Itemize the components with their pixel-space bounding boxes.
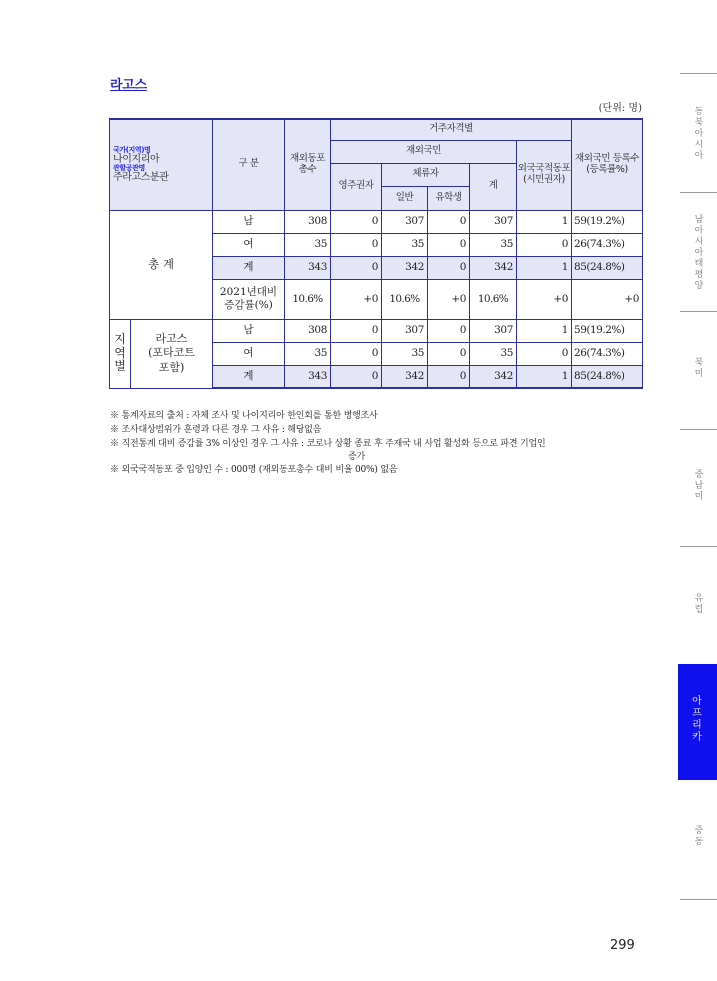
region-group-label	[110, 319, 131, 388]
cell-students: 0	[428, 365, 470, 388]
cell-students: 0	[428, 210, 470, 233]
cell-subtotal: 342	[470, 256, 517, 279]
cell-general: 342	[382, 256, 428, 279]
cell-general: 35	[382, 342, 428, 365]
header-category: 구 분	[213, 119, 285, 210]
cell-permanent: 0	[331, 256, 382, 279]
cell-general: 35	[382, 233, 428, 256]
cell-general: 10.6%	[382, 279, 428, 319]
cell-permanent: +0	[331, 279, 382, 319]
footnote: ※ 통계자료의 출처 : 자체 조사 및 나이지리아 한인회를 통한 병행조사	[110, 411, 378, 421]
header-students: 유학생	[428, 186, 470, 210]
row-label: 계	[213, 365, 285, 388]
footnote: ※ 직전통계 대비 증감률 3% 이상인 경우 그 사유 : 코로나 상황 종료 후 주재국 내 사업 활성화 등으로 파견 기업인	[110, 439, 546, 449]
cell-subtotal: 35	[470, 233, 517, 256]
office-value: 주라고스분관	[113, 171, 169, 183]
cell-foreign: 1	[517, 210, 572, 233]
statistics-table	[109, 118, 643, 389]
side-tab-south-asia-pacific[interactable]: 남 아 시 아 태 평 양	[694, 215, 704, 291]
side-divider	[680, 546, 717, 547]
row-label: 남	[213, 210, 285, 233]
side-tab-africa: 아 프 리 카	[692, 696, 702, 743]
cell-foreign: 0	[517, 342, 572, 365]
header-general: 일반	[382, 186, 428, 210]
side-divider	[680, 311, 717, 312]
cell-students: 0	[428, 319, 470, 342]
country-key: 국가(지역)명	[113, 145, 151, 154]
row-label: 여	[213, 342, 285, 365]
region-char: 별	[114, 359, 126, 374]
page-number: 299	[610, 938, 635, 953]
header-total-overseas: 재외동포 총수	[285, 119, 331, 210]
header-nationals: 재외국민	[331, 140, 517, 163]
cell-subtotal: 10.6%	[470, 279, 517, 319]
cell-registered: 59(19.2%)	[572, 319, 643, 342]
country-value: 나이지리아	[113, 153, 160, 165]
side-tab-europe[interactable]: 유 럽	[694, 594, 704, 615]
row-label: 계	[213, 256, 285, 279]
side-divider	[680, 192, 717, 193]
cell-permanent: 0	[331, 342, 382, 365]
header-foreign-nationals: 외국국적동포 (시민권자)	[517, 140, 572, 210]
region-char: 역	[114, 345, 126, 360]
header-residence-status: 거주자격별	[331, 119, 572, 140]
unit-label: (단위: 명)	[598, 103, 642, 114]
side-tab-latin-america[interactable]: 중 남 미	[694, 470, 704, 502]
cell-total: 35	[285, 233, 331, 256]
cell-registered: 26(74.3%)	[572, 342, 643, 365]
region-name-line: (포타코트	[148, 346, 195, 360]
cell-registered: 59(19.2%)	[572, 210, 643, 233]
region-name	[131, 319, 213, 388]
cell-subtotal: 307	[470, 319, 517, 342]
cell-total: 308	[285, 210, 331, 233]
cell-registered: +0	[572, 279, 643, 319]
side-divider	[680, 429, 717, 430]
footnote-continuation: 증가	[348, 452, 365, 462]
cell-students: 0	[428, 233, 470, 256]
cell-general: 342	[382, 365, 428, 388]
cell-subtotal: 35	[470, 342, 517, 365]
side-divider	[680, 73, 717, 74]
change-row-label	[213, 279, 285, 319]
cell-foreign: 0	[517, 233, 572, 256]
cell-foreign: 1	[517, 365, 572, 388]
total-group-label: 총 계	[110, 210, 213, 319]
cell-permanent: 0	[331, 319, 382, 342]
region-char: 지	[114, 331, 126, 346]
footnotes	[110, 409, 650, 477]
cell-foreign: +0	[517, 279, 572, 319]
side-tab-north-america[interactable]: 북 미	[694, 358, 704, 379]
side-tab-northeast-asia[interactable]: 동 북 아 시 아	[694, 107, 704, 161]
table-row	[110, 319, 643, 342]
cell-permanent: 0	[331, 365, 382, 388]
side-divider	[680, 899, 717, 900]
cell-students: 0	[428, 256, 470, 279]
table-row	[110, 210, 643, 233]
section-title: 라고스	[110, 78, 147, 93]
header-subtotal: 계	[470, 163, 517, 210]
change-label-line1: 2021년대비	[219, 285, 278, 298]
change-label-line2: 증감률(%)	[224, 299, 273, 311]
cell-subtotal: 307	[470, 210, 517, 233]
cell-registered: 85(24.8%)	[572, 365, 643, 388]
cell-general: 307	[382, 319, 428, 342]
footnote: ※ 외국국적동포 중 입양인 수 : 000명 (재외동포총수 대비 비율 00%) 없음	[110, 465, 398, 475]
header-corner	[110, 119, 213, 210]
row-label: 남	[213, 319, 285, 342]
side-tab-active[interactable]	[678, 664, 717, 780]
header-sojourners: 체류자	[382, 163, 470, 186]
row-label: 여	[213, 233, 285, 256]
region-name-line: 포함)	[158, 360, 185, 374]
cell-permanent: 0	[331, 233, 382, 256]
cell-students: +0	[428, 279, 470, 319]
side-tab-middle-east[interactable]: 중 동	[694, 826, 704, 847]
cell-total: 10.6%	[285, 279, 331, 319]
cell-subtotal: 342	[470, 365, 517, 388]
cell-total: 308	[285, 319, 331, 342]
cell-registered: 85(24.8%)	[572, 256, 643, 279]
cell-general: 307	[382, 210, 428, 233]
cell-students: 0	[428, 342, 470, 365]
cell-registered: 26(74.3%)	[572, 233, 643, 256]
cell-total: 35	[285, 342, 331, 365]
header-permanent: 영주권자	[331, 163, 382, 210]
region-name-line: 라고스	[155, 332, 188, 346]
cell-total: 343	[285, 256, 331, 279]
office-key: 관할공관명	[113, 163, 145, 172]
footnote: ※ 조사대상범위가 훈령과 다른 경우 그 사유 : 해당없음	[110, 425, 322, 435]
cell-permanent: 0	[331, 210, 382, 233]
cell-foreign: 1	[517, 256, 572, 279]
cell-total: 343	[285, 365, 331, 388]
cell-foreign: 1	[517, 319, 572, 342]
header-registered: 재외국민 등록수 (등록률%)	[572, 119, 643, 210]
